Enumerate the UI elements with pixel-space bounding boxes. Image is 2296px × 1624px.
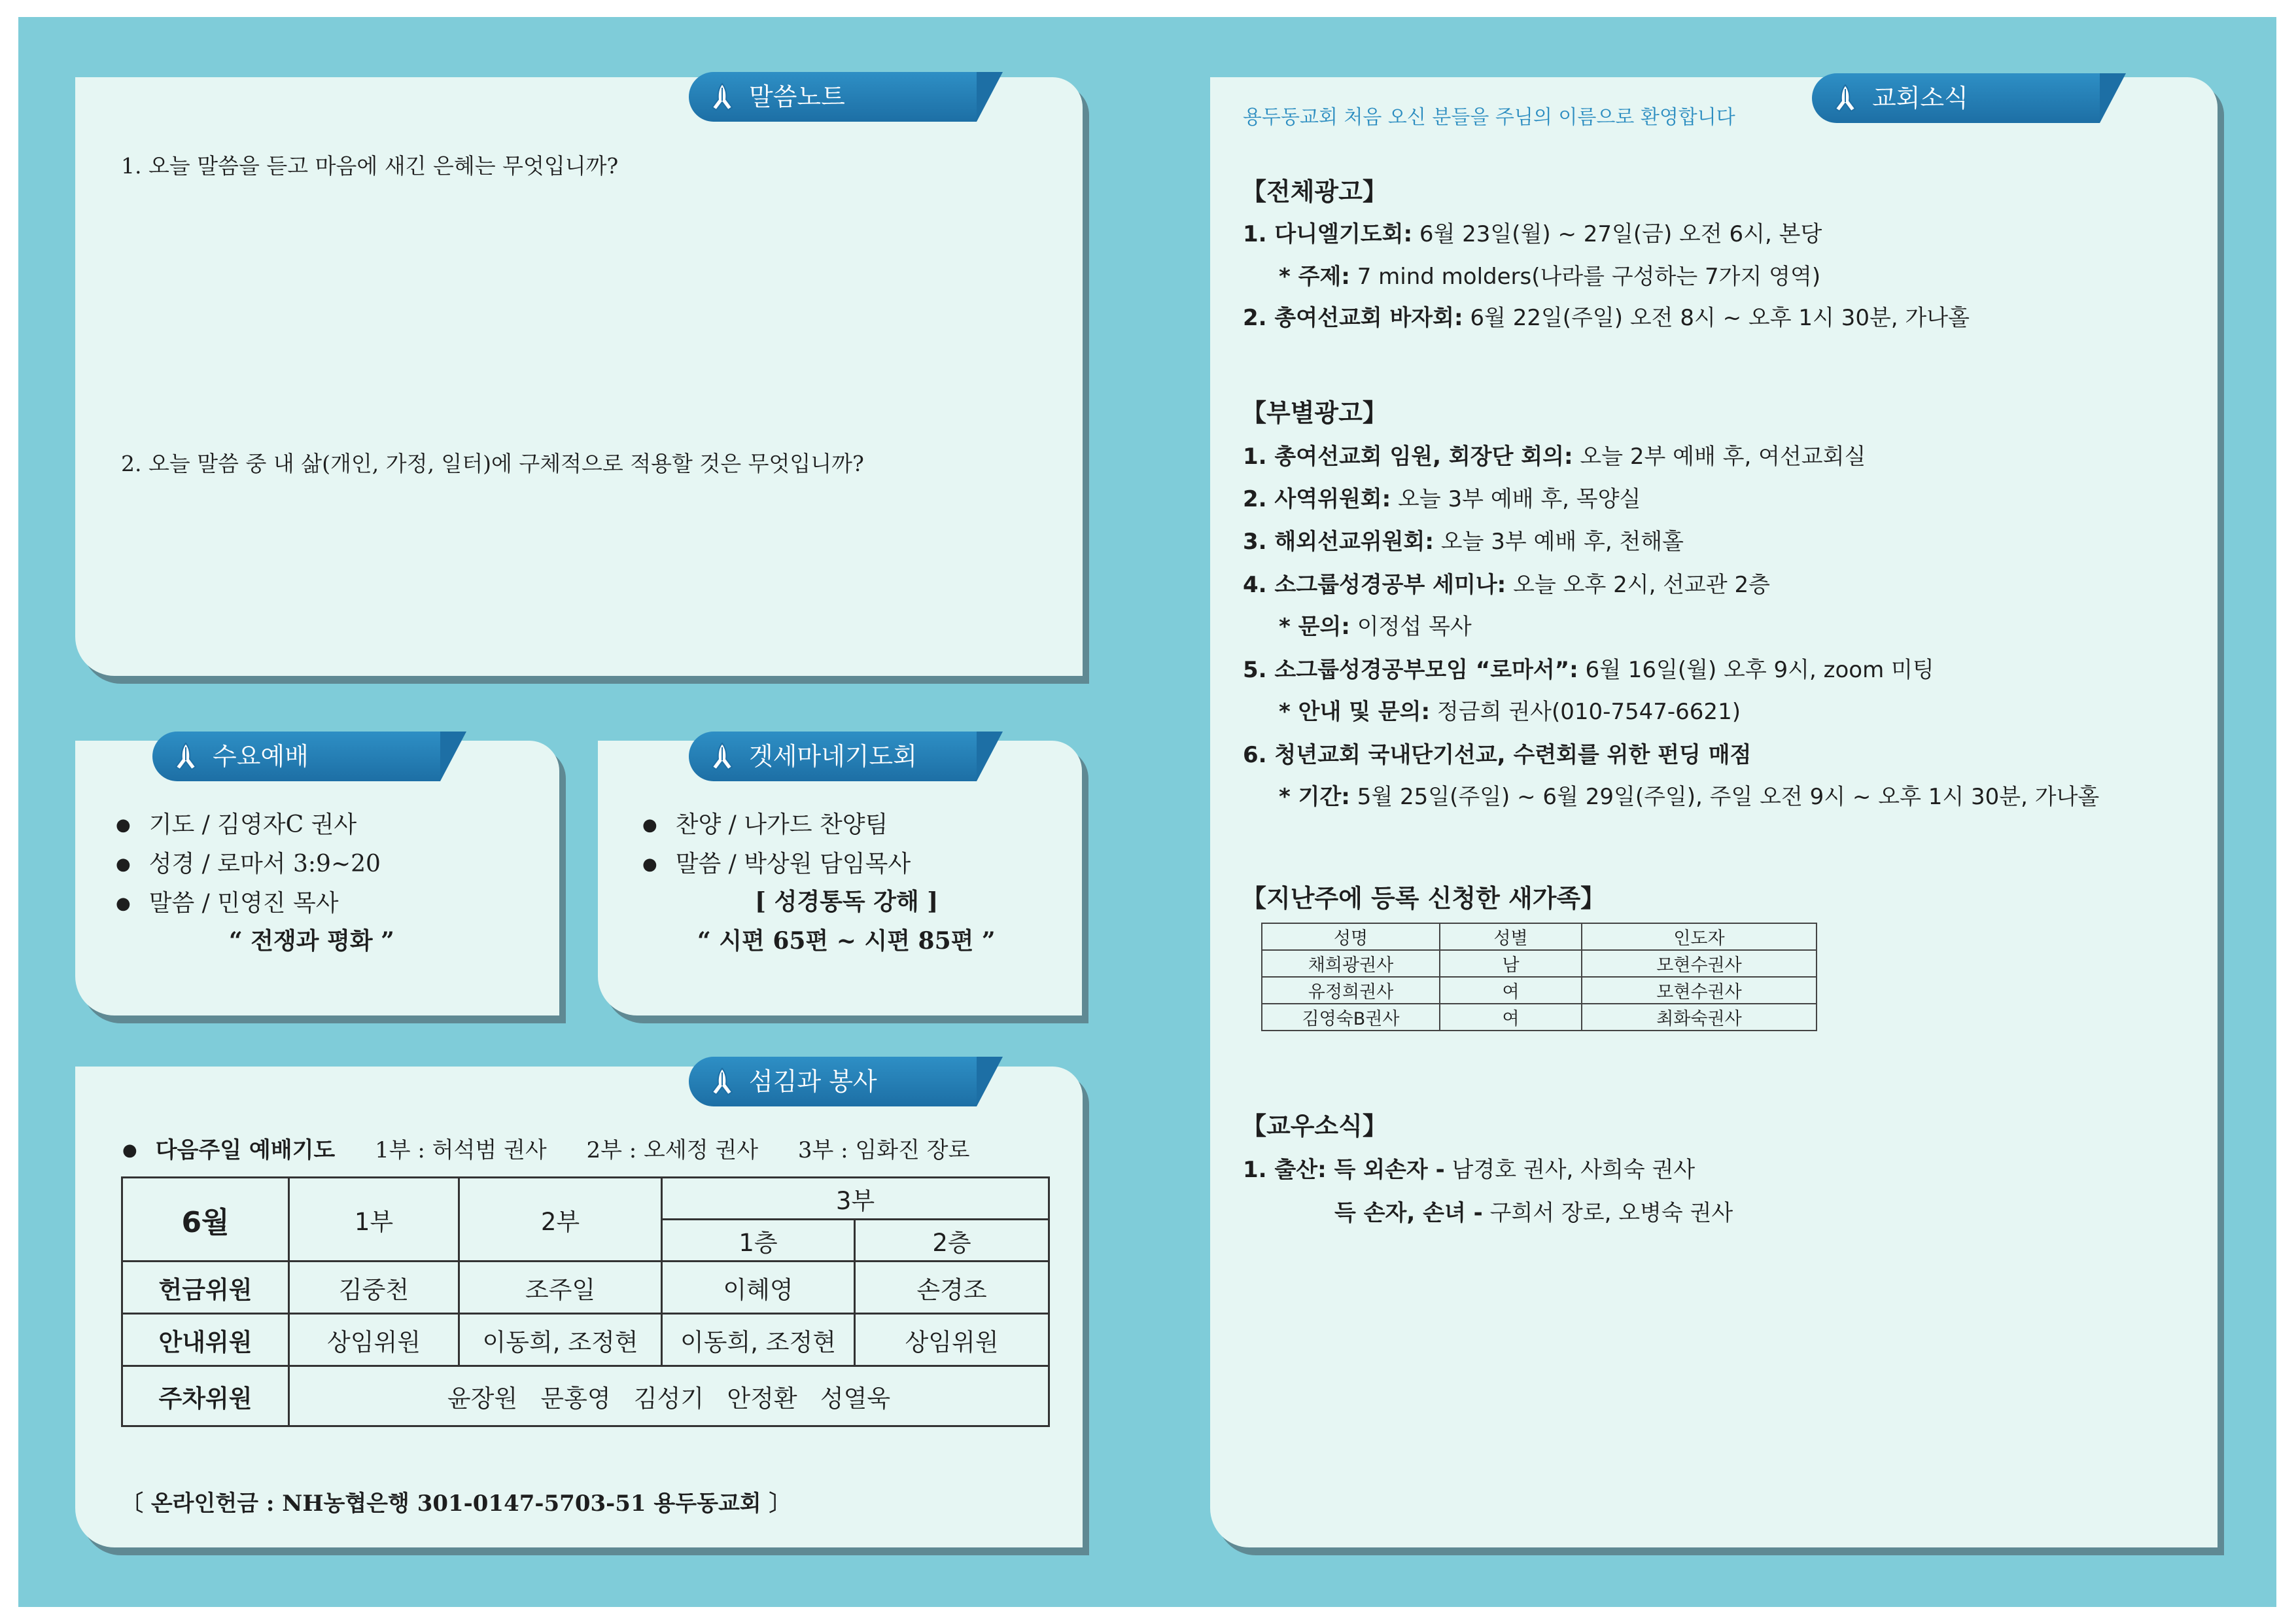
col-2bu: 2부 [459, 1178, 662, 1262]
dept-item-5-note: * 안내 및 문의: 정금희 권사(010-7547-6621) [1279, 699, 1741, 725]
col-3bu-1f: 1층 [662, 1220, 855, 1262]
general-header: 【전체광고】 [1242, 177, 1387, 206]
dept-item-1: 1. 총여선교회 임원, 회장단 회의: 오늘 2부 예배 후, 여선교회실 [1243, 444, 1866, 470]
table-month: 6월 [122, 1178, 289, 1262]
dept-item-4-note: * 문의: 이정섭 목사 [1279, 614, 1472, 640]
table-header-row: 성명 성별 인도자 [1262, 923, 1817, 950]
word-note-title: 말씀노트 [749, 82, 845, 111]
gethsemane-range: “ 시편 65편 ~ 시편 85편 ” [697, 927, 996, 955]
newcomers-table [1261, 923, 1817, 1031]
table-row: 김영숙B권사 여 최화숙권사 [1262, 1004, 1817, 1031]
col-3bu: 3부 [662, 1178, 1049, 1220]
dept-item-6: 6. 청년교회 국내단기선교, 수련회를 위한 펀딩 매점 [1243, 742, 1752, 768]
wednesday-item-2: ● 성경 / 로마서 3:9~20 [116, 851, 381, 877]
word-note-tab [689, 72, 977, 122]
gethsemane-panel [598, 741, 1082, 1015]
wednesday-tab [152, 732, 440, 781]
dept-item-6-note: * 기간: 5월 25일(주일) ~ 6월 29일(주일), 주일 오전 9시 ~ 오후 1시 30분, 가나홀 [1279, 784, 2100, 810]
dept-item-4: 4. 소그룹성경공부 세미나: 오늘 오후 2시, 선교관 2층 [1243, 572, 1771, 598]
church-news-panel [1210, 77, 2218, 1547]
question-2: 2. 오늘 말씀 중 내 삶(개인, 가정, 일터)에 구체적으로 적용할 것은 무엇입니까? [121, 451, 864, 476]
newcomers-header: 【지난주에 등록 신청한 새가족】 [1242, 884, 1606, 913]
wednesday-panel [75, 741, 559, 1015]
members-item-1-b: 득 손자, 손녀 - 구희서 장로, 오병숙 권사 [1334, 1200, 1733, 1226]
members-header: 【교우소식】 [1242, 1112, 1387, 1140]
wednesday-title: 수요예배 [213, 742, 309, 771]
praying-hands-icon [169, 741, 202, 772]
dept-header: 【부별광고】 [1242, 398, 1387, 427]
church-news-tab [1812, 73, 2100, 123]
col-3bu-2f: 2층 [855, 1220, 1049, 1262]
wednesday-item-1: ● 기도 / 김영자C 권사 [116, 811, 357, 838]
gethsemane-tab [689, 732, 977, 781]
service-panel [75, 1067, 1083, 1547]
question-1: 1. 오늘 말씀을 듣고 마음에 새긴 은혜는 무엇입니까? [121, 153, 619, 179]
church-news-title: 교회소식 [1872, 84, 1968, 113]
table-row: 헌금위원 김중천 조주일 이혜영 손경조 [122, 1262, 1049, 1314]
table-row: 유정희권사 여 모현수권사 [1262, 977, 1817, 1004]
table-row: 주차위원 윤장원 문홍영 김성기 안정환 성열욱 [122, 1366, 1049, 1426]
praying-hands-icon [706, 741, 739, 772]
dept-item-5: 5. 소그룹성경공부모임 “로마서”: 6월 16일(월) 오후 9시, zoom 미팅 [1243, 657, 1934, 683]
gethsemane-item-1: ● 찬양 / 나가드 찬양팀 [642, 811, 888, 838]
word-note-panel [75, 77, 1083, 676]
service-title: 섬김과 봉사 [749, 1067, 877, 1096]
gethsemane-item-2: ● 말씀 / 박상원 담임목사 [642, 851, 911, 877]
general-item-1-note: * 주제: 7 mind molders(나라를 구성하는 7가지 영역) [1279, 264, 1821, 290]
gethsemane-title: 겟세마네기도회 [749, 742, 917, 771]
praying-hands-icon [706, 1066, 739, 1097]
service-tab [689, 1057, 977, 1106]
general-item-2: 2. 총여선교회 바자회: 6월 22일(주일) 오전 8시 ~ 오후 1시 30분, 가나홀 [1243, 305, 1970, 331]
next-prayer-line: ● 다음주일 예배기도 1부 : 허석범 권사 2부 : 오세정 권사 3부 : 임화진 장로 [122, 1137, 970, 1163]
general-item-1: 1. 다니엘기도회: 6월 23일(월) ~ 27일(금) 오전 6시, 본당 [1243, 221, 1822, 247]
col-1bu: 1부 [289, 1178, 459, 1262]
praying-hands-icon [706, 81, 739, 113]
members-item-1: 1. 출산: 득 외손자 - 남경호 권사, 사희숙 권사 [1243, 1157, 1696, 1183]
online-giving: 〔 온라인헌금 : NH농협은행 301-0147-5703-51 용두동교회 〕 [121, 1491, 791, 1517]
welcome-text: 용두동교회 처음 오신 분들을 주님의 이름으로 환영합니다 [1243, 106, 1735, 129]
dept-item-2: 2. 사역위원회: 오늘 3부 예배 후, 목양실 [1243, 486, 1641, 512]
dept-item-3: 3. 해외선교위원회: 오늘 3부 예배 후, 천해홀 [1243, 529, 1684, 555]
wednesday-item-3: ● 말씀 / 민영진 목사 [116, 890, 339, 917]
praying-hands-icon [1829, 82, 1862, 114]
gethsemane-subtitle: [ 성경통독 강해 ] [755, 888, 939, 915]
table-row: 채희광권사 남 모현수권사 [1262, 950, 1817, 977]
service-table [121, 1176, 1050, 1427]
wednesday-sermon-title: “ 전쟁과 평화 ” [229, 927, 394, 955]
table-row: 안내위원 상임위원 이동희, 조정현 이동희, 조정현 상임위원 [122, 1314, 1049, 1366]
